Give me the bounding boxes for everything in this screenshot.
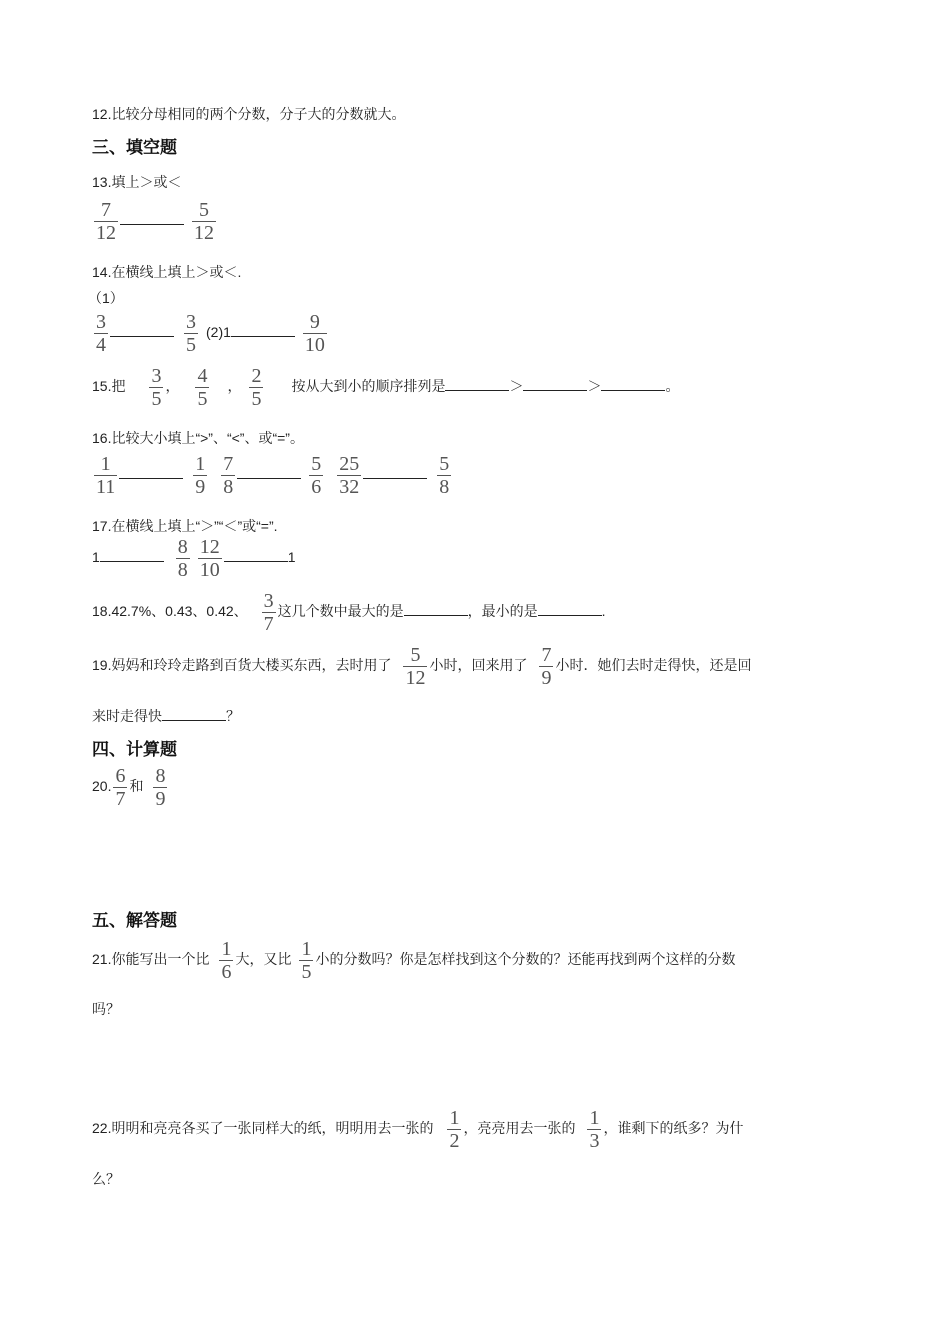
answer-blank[interactable] [120,210,184,225]
q18-end: . [601,603,606,620]
q20-row [92,766,169,809]
q22-start: 22.明明和亮亮各买了一张同样大的纸，明明用去一张的 [92,1120,434,1137]
section-3-heading: 三、填空题 [92,138,177,157]
gt-sign: ＞ [587,378,602,395]
q19-row [92,645,751,688]
answer-blank[interactable] [100,547,164,562]
answer-blank[interactable] [237,464,301,479]
answer-blank[interactable] [231,322,295,337]
fraction: $\frac{3}{7}$ [263,590,274,635]
q22-line2: 么？ [92,1171,120,1187]
fraction: $\frac{7}{12}$ [96,199,116,244]
q15-start: 15.把 [92,378,126,395]
fraction: $\frac{12}{10}$ [199,536,220,581]
answer-blank[interactable] [162,706,226,721]
fraction: $\frac{7}{9}$ [541,644,552,689]
answer-blank[interactable] [224,547,288,562]
q21-row [92,939,735,982]
q20-start: 20. [92,778,112,795]
number-one: 1 [92,549,100,566]
q22-row [92,1108,743,1151]
fraction: $\frac{3}{5}$ [186,311,196,356]
fraction: $\frac{3}{4}$ [96,311,106,356]
fraction: $\frac{1}{5}$ [301,938,312,983]
q19-mid: 小时，回来用了 [429,657,528,674]
fraction: $\frac{5}{12}$ [194,199,214,244]
q20-and: 和 [129,778,144,795]
q13-prompt: 13.填上＞或＜ [92,174,182,190]
answer-blank[interactable] [601,376,665,391]
q21-start: 21.你能写出一个比 [92,951,210,968]
q15-row [92,366,679,409]
q19-start: 19.妈妈和玲玲走路到百货大楼买东西，去时用了 [92,657,392,674]
section-5-heading: 五、解答题 [92,911,177,930]
gt-sign: ＞ [509,378,524,395]
answer-blank[interactable] [119,464,183,479]
q15-mid: 按从大到小的顺序排列是 [291,378,446,395]
q15-end: 。 [665,378,680,395]
fraction: $\frac{9}{10}$ [304,311,325,356]
q18-mid2: ，最小的是 [467,603,538,620]
fraction: $\frac{4}{5}$ [197,365,208,410]
q19-mid2: 小时．她们去时走得快，还是回 [555,657,752,674]
q19-line2-text: 来时走得快 [92,708,162,724]
q22-mid: ，亮亮用去一张的 [463,1120,576,1137]
q19-line2 [92,706,240,726]
number-one: 1 [287,549,296,566]
q21-mid2: 小的分数吗？你是怎样找到这个分数的？还能再找到两个这样的分数 [315,951,736,968]
answer-blank[interactable] [523,376,587,391]
q22-mid2: ，谁剩下的纸多？为什 [603,1120,744,1137]
fraction: $\frac{1}{2}$ [449,1107,460,1152]
q17-row [92,537,296,580]
q14-part1-label: （1） [88,290,124,306]
q18-row [92,591,606,634]
q13-row [92,200,218,243]
fraction: $\frac{2}{5}$ [251,365,262,410]
answer-blank[interactable] [404,601,468,616]
fraction: $\frac{1}{9}$ [195,453,206,498]
q21-mid: 大，又比 [235,951,292,968]
q18-start: 18.42.7%、0.43、0.42、 [92,603,248,620]
fraction: $\frac{1}{3}$ [589,1107,600,1152]
fraction: $\frac{8}{8}$ [177,536,188,581]
separator: ， [165,378,180,395]
fraction: $\frac{3}{5}$ [151,365,162,410]
q12-text: 12.比较分母相同的两个分数，分子大的分数就大。 [92,106,406,122]
fraction: $\frac{25}{32}$ [339,453,360,498]
answer-blank[interactable] [445,376,509,391]
q16-prompt: 16.比较大小填上“>”、“<”、或“=”。 [92,430,304,446]
section-4-heading: 四、计算题 [92,740,177,759]
fraction: $\frac{7}{8}$ [223,453,234,498]
q17-prompt: 17.在横线上填上“＞”“＜”或“=”. [92,518,278,534]
fraction: $\frac{5}{8}$ [439,453,450,498]
q14-prompt: 14.在横线上填上＞或＜. [92,264,242,280]
fraction: $\frac{1}{6}$ [221,938,232,983]
question-12 [92,104,405,124]
fraction: $\frac{6}{7}$ [115,765,126,810]
q14-row [92,312,329,355]
q19-end: ？ [226,708,240,724]
answer-blank[interactable] [363,464,427,479]
fraction: $\frac{1}{11}$ [96,453,116,498]
q16-row [92,454,453,497]
q18-mid: 这几个数中最大的是 [277,603,404,620]
separator: ， [227,378,242,395]
fraction: $\frac{5}{12}$ [405,644,426,689]
answer-blank[interactable] [538,601,602,616]
fraction: $\frac{8}{9}$ [155,765,166,810]
answer-blank[interactable] [110,322,174,337]
q14-part2-label: (2)1 [206,324,231,341]
q21-line2: 吗？ [92,1001,120,1017]
fraction: $\frac{5}{6}$ [311,453,322,498]
